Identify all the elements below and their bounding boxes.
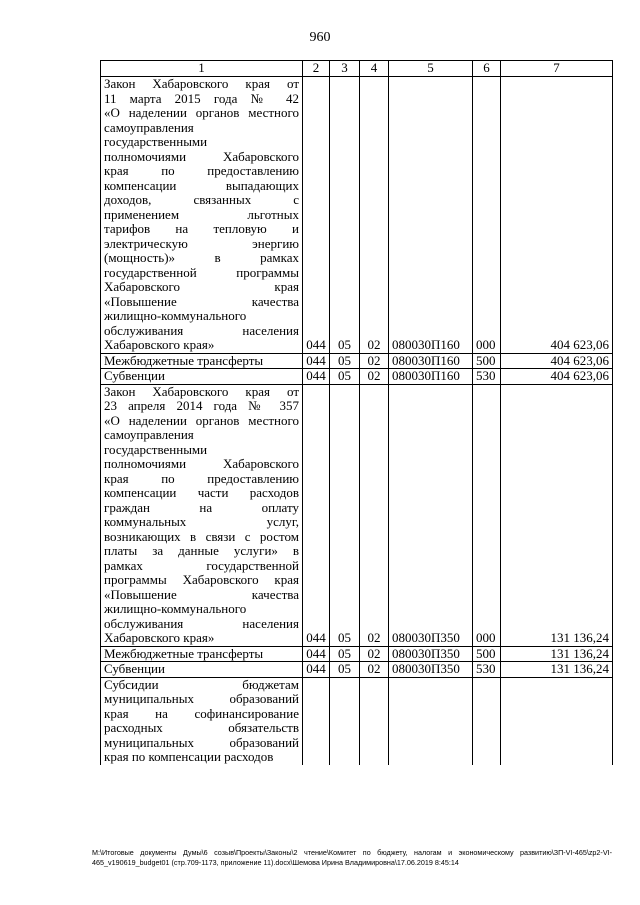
description-line: Закон Хабаровского края от	[104, 76, 299, 91]
cell-code-subsection: 02	[360, 369, 389, 385]
cell-code-target: 080030П160	[389, 369, 473, 385]
row-description: Межбюджетные трансферты	[101, 646, 303, 662]
cell-amount: 404 623,06	[501, 369, 613, 385]
description-line: жилищно-коммунального	[104, 601, 247, 616]
cell-amount: 131 136,24	[501, 384, 613, 646]
cell-code-subsection: 02	[360, 646, 389, 662]
description-line: государственными	[104, 441, 208, 457]
cell-code-section: 05	[330, 384, 360, 646]
cell-amount	[501, 677, 613, 765]
description-line: обслуживания населения	[104, 615, 299, 631]
cell-code-section: 05	[330, 77, 360, 354]
header-row	[101, 61, 613, 77]
cell-code-section: 05	[330, 353, 360, 369]
table-row	[101, 77, 613, 354]
cell-code-expense-type: 530	[473, 369, 501, 385]
cell-code-target: 080030П350	[389, 646, 473, 662]
description-line: края по предоставлению	[104, 163, 299, 178]
description-line: (мощность)» в рамках	[104, 250, 299, 265]
cell-code-expense-type	[473, 677, 501, 765]
description-line: государственной программы	[104, 264, 299, 280]
description-line: муниципальных образований	[104, 734, 299, 750]
description-line: «Повышение качества	[104, 293, 299, 309]
description-line: Субсидии бюджетам	[104, 676, 299, 692]
description-line: жилищно-коммунального	[104, 308, 247, 323]
cell-amount: 131 136,24	[501, 662, 613, 678]
description-line: «О наделении органов местного	[104, 105, 299, 120]
row-description: Субвенции	[101, 662, 303, 678]
description-line: самоуправления	[104, 427, 194, 442]
description-line: края по компенсации расходов	[104, 749, 274, 764]
row-description: Межбюджетные трансферты	[101, 353, 303, 369]
cell-amount: 404 623,06	[501, 77, 613, 354]
description-line: платы за данные услуги» в	[104, 543, 299, 558]
header-col-6: 6	[473, 61, 501, 77]
table-row	[101, 662, 613, 678]
description-line: рамках государственной	[104, 557, 299, 573]
header-col-4: 4	[360, 61, 389, 77]
cell-code-target: 080030П160	[389, 353, 473, 369]
cell-code-subsection: 02	[360, 353, 389, 369]
header-col-5: 5	[389, 61, 473, 77]
description-line: граждан на оплату	[104, 499, 299, 515]
header-col-1: 1	[101, 61, 303, 77]
cell-code-expense-type: 000	[473, 384, 501, 646]
row-description: Субвенции	[101, 369, 303, 385]
cell-amount: 131 136,24	[501, 646, 613, 662]
cell-code-ministry: 044	[303, 646, 330, 662]
cell-code-expense-type: 500	[473, 353, 501, 369]
description-line: компенсации части расходов	[104, 485, 299, 500]
cell-code-expense-type: 500	[473, 646, 501, 662]
row-description	[101, 77, 303, 354]
table-row	[101, 369, 613, 385]
header-col-3: 3	[330, 61, 360, 77]
cell-code-target	[389, 677, 473, 765]
description-line: программы Хабаровского края	[104, 572, 299, 587]
row-description	[101, 384, 303, 646]
table-row	[101, 646, 613, 662]
cell-code-ministry: 044	[303, 353, 330, 369]
cell-code-expense-type: 000	[473, 77, 501, 354]
cell-code-section: 05	[330, 662, 360, 678]
cell-code-target: 080030П350	[389, 384, 473, 646]
cell-amount: 404 623,06	[501, 353, 613, 369]
cell-code-expense-type: 530	[473, 662, 501, 678]
description-line: коммунальных услуг,	[104, 514, 299, 529]
description-line: 11 марта 2015 года № 42	[104, 90, 299, 106]
page-number: 960	[309, 30, 331, 45]
cell-code-section: 05	[330, 369, 360, 385]
table-row	[101, 353, 613, 369]
description-line: полномочиями Хабаровского	[104, 456, 299, 471]
cell-code-section: 05	[330, 646, 360, 662]
budget-table	[100, 60, 613, 765]
description-line: Хабаровского края	[104, 279, 299, 294]
description-line: компенсации выпадающих	[104, 177, 299, 193]
description-line: доходов, связанных с	[104, 192, 299, 207]
cell-code-target: 080030П350	[389, 662, 473, 678]
cell-code-section	[330, 677, 360, 765]
description-line: применением льготных	[104, 206, 299, 222]
description-line: самоуправления	[104, 119, 194, 135]
cell-code-ministry: 044	[303, 384, 330, 646]
description-line: тарифов на тепловую и	[104, 221, 299, 236]
description-line: полномочиями Хабаровского	[104, 148, 299, 164]
row-description	[101, 677, 303, 765]
cell-code-ministry: 044	[303, 77, 330, 354]
table-row	[101, 677, 613, 765]
description-line: Хабаровского края»	[104, 337, 215, 352]
description-line: «Повышение качества	[104, 586, 299, 602]
cell-code-ministry: 044	[303, 662, 330, 678]
description-line: государственными	[104, 134, 208, 149]
description-line: Хабаровского края»	[104, 630, 215, 645]
description-line: муниципальных образований	[104, 691, 299, 706]
cell-code-subsection: 02	[360, 384, 389, 646]
header-col-2: 2	[303, 61, 330, 77]
table-row	[101, 384, 613, 646]
table-body	[101, 77, 613, 765]
cell-code-subsection	[360, 677, 389, 765]
description-line: 23 апреля 2014 года № 357	[104, 398, 299, 413]
cell-code-ministry: 044	[303, 369, 330, 385]
header-col-7: 7	[501, 61, 613, 77]
cell-code-ministry	[303, 677, 330, 765]
cell-code-subsection: 02	[360, 77, 389, 354]
cell-code-subsection: 02	[360, 662, 389, 678]
description-line: края на софинансирование	[104, 705, 299, 721]
footer-file-path: M:\Итоговые документы Думы\6 созыв\Проекты\Законы\2 чтение\Комитет по бюджету, налогам и экономическому развитию\ЗП-VI-465\zp2-VI-465_v190619_budget01 (стр.709-1173, приложение 11).docx\Шемова Ирина Владимировна\17.06.2019 8:45:14	[92, 848, 612, 867]
description-line: возникающих в связи с ростом	[104, 528, 299, 544]
cell-code-target: 080030П160	[389, 77, 473, 354]
description-line: Закон Хабаровского края от	[104, 383, 299, 399]
description-line: края по предоставлению	[104, 470, 299, 486]
description-line: расходных обязательств	[104, 720, 299, 735]
description-line: электрическую энергию	[104, 235, 299, 251]
description-line: «О наделении органов местного	[104, 412, 299, 428]
description-line: обслуживания населения	[104, 322, 299, 338]
